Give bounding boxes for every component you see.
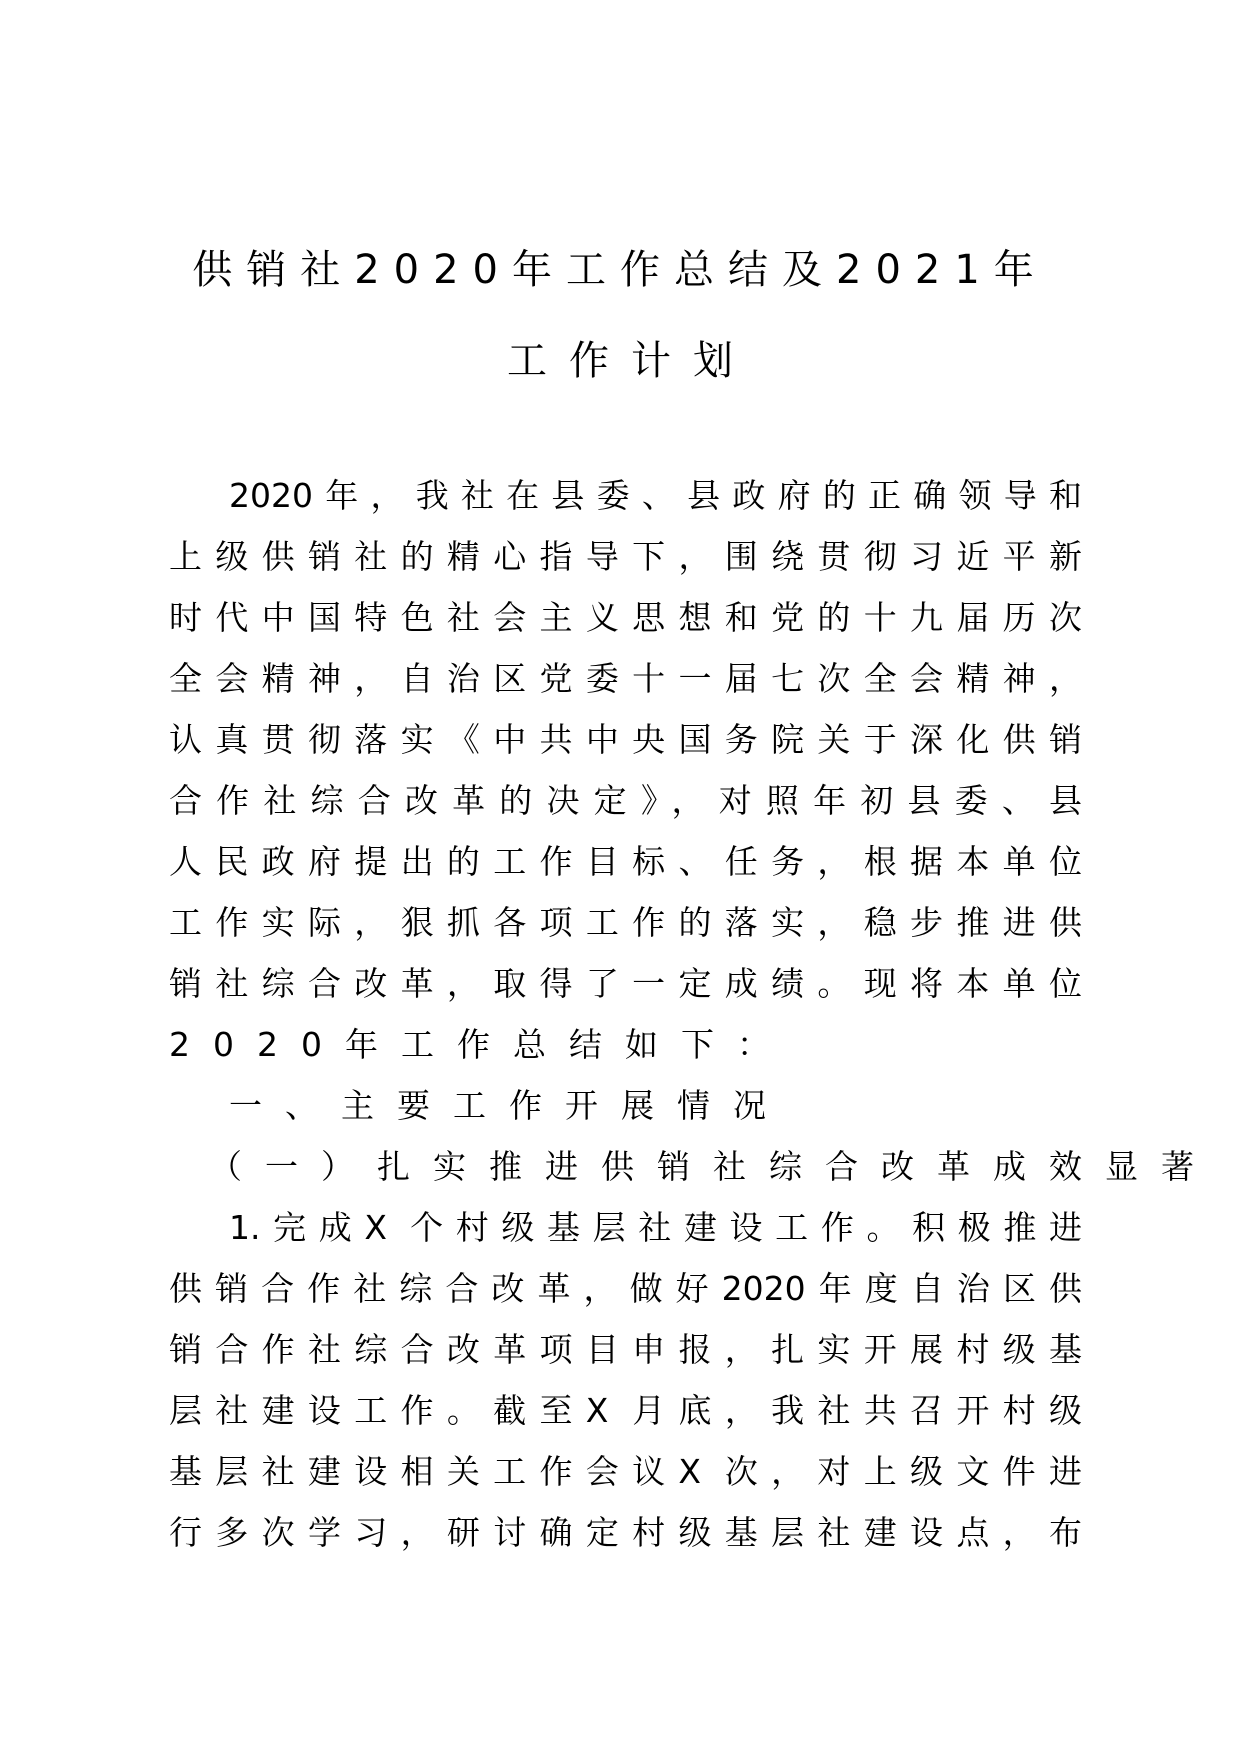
document-title-line-1: 供销社2020年工作总结及2021年 — [192, 247, 1048, 293]
body-text-line: 1.完成X 个村级基层社建设工作。积极推进 — [229, 1208, 1082, 1247]
body-text-line: 2020年，我社在县委、县政府的正确领导和 — [229, 476, 1082, 515]
body-text-line: 时代中国特色社会主义思想和党的十九届历次 — [169, 598, 1082, 637]
body-text-line: 销合作社综合改革项目申报，扎实开展村级基 — [169, 1330, 1082, 1369]
body-text-line: 供销合作社综合改革，做好2020年度自治区供 — [169, 1269, 1082, 1308]
body-text-line: 一、主要工作开展情况 — [229, 1086, 789, 1125]
body-text-line: 工作实际，狠抓各项工作的落实，稳步推进供 — [169, 903, 1082, 942]
body-text-line: 上级供销社的精心指导下，围绕贯彻习近平新 — [169, 537, 1082, 576]
body-text-line: 行多次学习，研讨确定村级基层社建设点，布 — [169, 1513, 1082, 1552]
body-text-line: 人民政府提出的工作目标、任务，根据本单位 — [169, 842, 1082, 881]
body-text-line: （一）扎实推进供销社综合改革成效显著 — [209, 1147, 1217, 1186]
body-text-line: 合作社综合改革的决定》，对照年初县委、县 — [169, 781, 1082, 820]
body-text-line: 层社建设工作。截至X 月底，我社共召开村级 — [169, 1391, 1082, 1430]
body-text-line: 销社综合改革，取得了一定成绩。现将本单位 — [169, 964, 1082, 1003]
document-title-line-2: 工作计划 — [507, 338, 755, 384]
body-text-line: 全会精神，自治区党委十一届七次全会精神， — [169, 659, 1082, 698]
body-text-line: 基层社建设相关工作会议X 次，对上级文件进 — [169, 1452, 1082, 1491]
body-text-line: 认真贯彻落实《中共中央国务院关于深化供销 — [169, 720, 1082, 759]
body-text-line: 2020年工作总结如下： — [169, 1025, 793, 1064]
